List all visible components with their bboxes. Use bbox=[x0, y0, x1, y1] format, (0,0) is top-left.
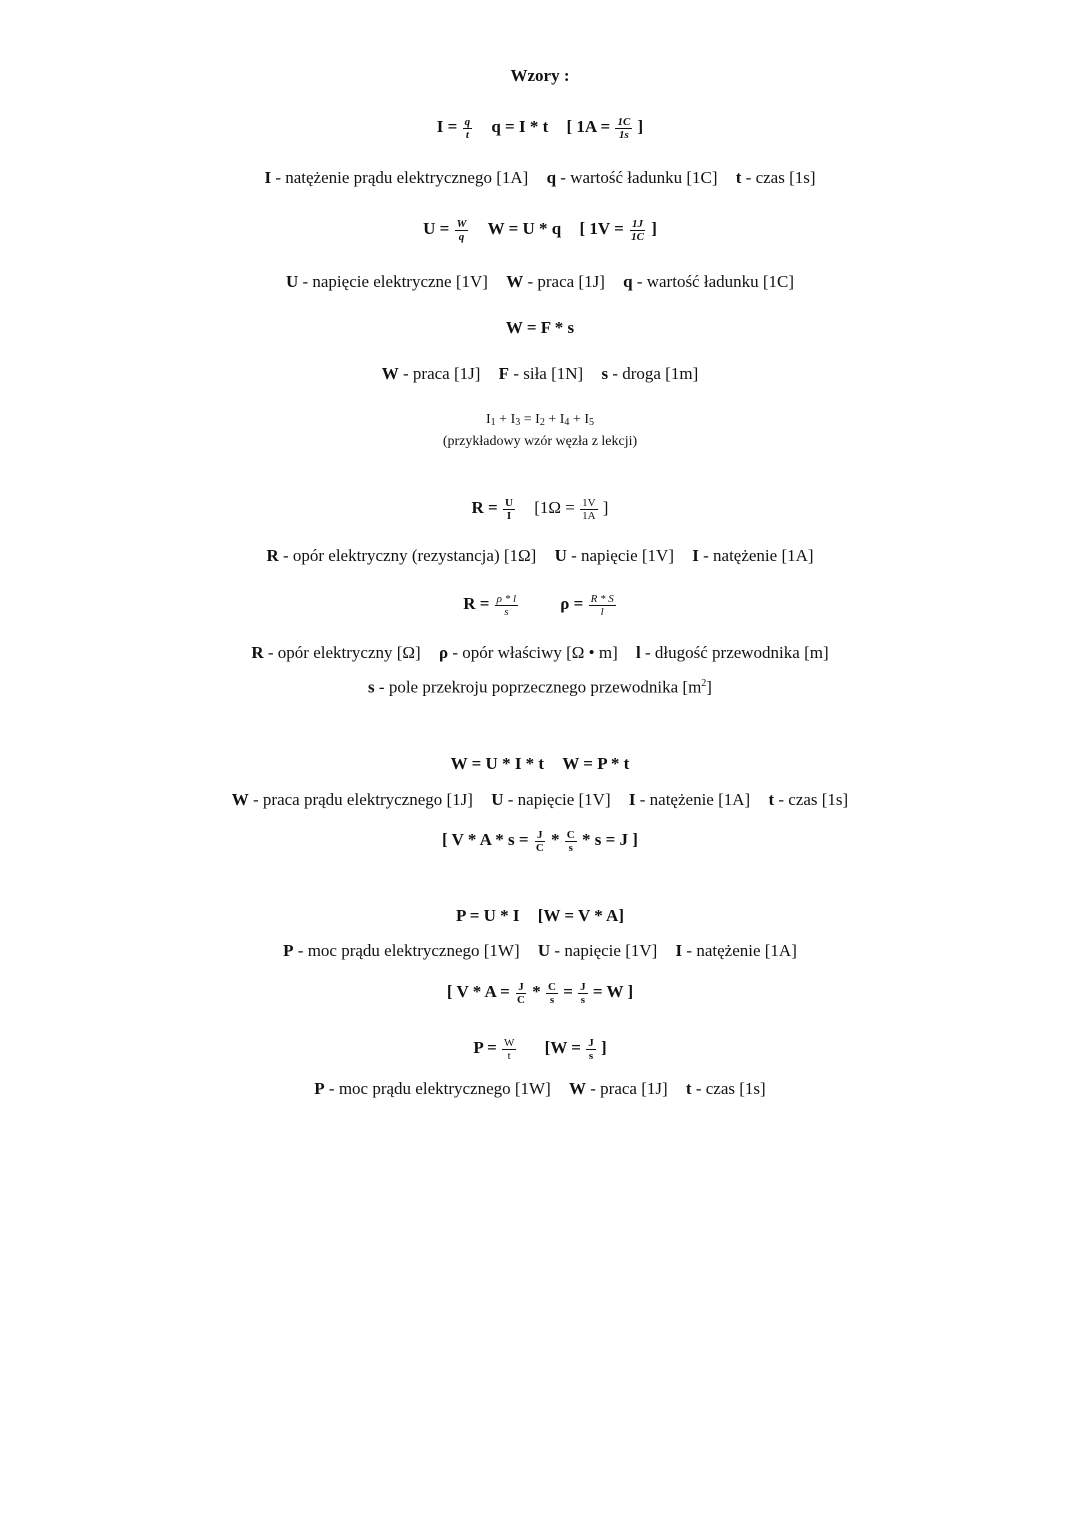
lhs: U = bbox=[423, 219, 450, 238]
node-term: I bbox=[584, 412, 589, 427]
desc-item bbox=[547, 166, 718, 190]
desc-item bbox=[283, 939, 519, 963]
unit-ampere bbox=[567, 115, 644, 141]
node-op: + bbox=[572, 412, 581, 427]
symbol: U bbox=[491, 790, 504, 809]
fraction bbox=[580, 497, 597, 522]
desc-text: - napięcie [1V] bbox=[571, 546, 674, 565]
node-sub: 4 bbox=[564, 417, 570, 428]
symbol: W bbox=[381, 364, 399, 383]
desc-item bbox=[491, 788, 610, 812]
node-term: I bbox=[535, 412, 540, 427]
desc-text-end: ] bbox=[706, 677, 712, 697]
formula-w: W = U * q bbox=[487, 219, 562, 238]
desc-text: - moc prądu elektrycznego [1W] bbox=[328, 1079, 551, 1098]
unit-close: = W ] bbox=[592, 982, 634, 1001]
operator: * bbox=[551, 830, 560, 849]
page-title bbox=[0, 64, 1080, 88]
formula-p-ui: P = U * I bbox=[456, 906, 520, 925]
formula-electric-work bbox=[0, 752, 1080, 776]
desc-item bbox=[266, 544, 536, 568]
desc-item bbox=[676, 939, 797, 963]
description-power-work bbox=[0, 1077, 1080, 1101]
formula-u bbox=[423, 217, 469, 243]
formula-resistivity bbox=[0, 592, 1080, 618]
numerator: W bbox=[504, 1036, 515, 1049]
numerator: W bbox=[456, 217, 467, 230]
desc-text: - praca prądu elektrycznego [1J] bbox=[253, 790, 473, 809]
desc-item bbox=[636, 641, 829, 665]
desc-item bbox=[768, 788, 848, 812]
node-sub: 5 bbox=[588, 417, 594, 428]
desc-text: - wartość ładunku [1C] bbox=[636, 272, 795, 291]
description-current bbox=[0, 166, 1080, 190]
operator: * bbox=[532, 982, 541, 1001]
denominator: 1s bbox=[618, 128, 629, 141]
denominator: s bbox=[568, 841, 573, 854]
desc-item bbox=[251, 641, 420, 665]
lhs: I = bbox=[436, 117, 458, 136]
unit-open: [ V * A * s = bbox=[442, 830, 529, 849]
fraction bbox=[629, 218, 646, 243]
desc-text: - praca [1J] bbox=[527, 272, 605, 291]
formula-current bbox=[0, 115, 1080, 141]
desc-text: - praca [1J] bbox=[403, 364, 481, 383]
fraction bbox=[503, 497, 515, 522]
symbol: I bbox=[692, 546, 699, 565]
desc-text: - natężenie [1A] bbox=[703, 546, 814, 565]
node-sub: 2 bbox=[539, 417, 545, 428]
fraction bbox=[615, 116, 632, 141]
desc-item bbox=[692, 544, 813, 568]
title-text: Wzory : bbox=[510, 66, 570, 85]
symbol: t bbox=[685, 1079, 692, 1098]
denominator: s bbox=[588, 1049, 594, 1062]
desc-item bbox=[439, 641, 618, 665]
desc-text: - moc prądu elektrycznego [1W] bbox=[297, 941, 520, 960]
numerator: 1J bbox=[632, 217, 644, 230]
symbol: R bbox=[251, 643, 264, 662]
desc-item bbox=[499, 362, 584, 386]
superscript: 2 bbox=[701, 678, 707, 689]
unit-watt: [W = V * A] bbox=[537, 906, 624, 925]
node-op: + bbox=[499, 412, 508, 427]
formula-power bbox=[0, 904, 1080, 928]
unit-joule-derivation bbox=[0, 828, 1080, 854]
symbol: W bbox=[231, 790, 249, 809]
symbol: U bbox=[554, 546, 567, 565]
symbol: U bbox=[285, 272, 299, 291]
unit-open: [ 1V = bbox=[579, 219, 624, 238]
unit-open: [1Ω = bbox=[534, 498, 575, 517]
denominator: l bbox=[600, 605, 604, 618]
lhs: ρ = bbox=[560, 594, 584, 613]
unit-open: [ 1A = bbox=[566, 117, 611, 136]
formula-power-work bbox=[0, 1036, 1080, 1062]
unit-open: [W = bbox=[544, 1038, 581, 1057]
symbol: W bbox=[506, 272, 524, 291]
formula-w-pt: W = P * t bbox=[562, 754, 630, 773]
symbol: t bbox=[768, 790, 775, 809]
symbol: t bbox=[735, 168, 742, 187]
symbol: P bbox=[283, 941, 294, 960]
denominator: C bbox=[535, 841, 544, 854]
desc-item bbox=[555, 544, 674, 568]
unit-ohm bbox=[534, 496, 608, 522]
node-op: + bbox=[548, 412, 557, 427]
denominator: t bbox=[507, 1049, 511, 1062]
numerator: J bbox=[518, 980, 524, 993]
symbol: q bbox=[546, 168, 557, 187]
desc-text: - opór elektryczny (rezystancja) [1Ω] bbox=[282, 546, 537, 565]
numerator: 1C bbox=[617, 115, 631, 128]
fraction bbox=[502, 1037, 516, 1062]
denominator: t bbox=[465, 128, 469, 141]
unit-close: ] bbox=[651, 219, 657, 238]
description-work bbox=[0, 362, 1080, 386]
fraction bbox=[534, 829, 546, 854]
formula-resistance bbox=[0, 496, 1080, 522]
desc-text: - napięcie [1V] bbox=[507, 790, 611, 809]
denominator: s bbox=[580, 993, 586, 1006]
description-voltage bbox=[0, 270, 1080, 294]
denominator: C bbox=[517, 993, 525, 1006]
formula-p-wt bbox=[473, 1036, 517, 1062]
desc-item bbox=[506, 270, 605, 294]
desc-item bbox=[368, 672, 712, 700]
operator: = bbox=[563, 982, 573, 1001]
desc-item bbox=[232, 788, 473, 812]
numerator: J bbox=[580, 980, 586, 993]
lhs: R = bbox=[471, 498, 498, 517]
desc-text: - opór elektryczny [Ω] bbox=[267, 643, 421, 662]
fraction bbox=[578, 981, 588, 1006]
fraction bbox=[589, 593, 616, 618]
formula-i bbox=[437, 115, 473, 141]
desc-text: - siła [1N] bbox=[513, 364, 584, 383]
node-caption bbox=[0, 430, 1080, 454]
symbol: q bbox=[623, 272, 633, 291]
unit-watt-derivation bbox=[0, 980, 1080, 1006]
node-term: I bbox=[486, 412, 491, 427]
lhs: R = bbox=[463, 594, 490, 613]
fraction bbox=[455, 218, 469, 243]
desc-text: - czas [1s] bbox=[695, 1079, 766, 1098]
desc-text: - napięcie [1V] bbox=[554, 941, 658, 960]
denominator: 1C bbox=[631, 230, 644, 243]
symbol: W bbox=[569, 1079, 587, 1098]
desc-text: - wartość ładunku [1C] bbox=[560, 168, 718, 187]
description-resistivity-2 bbox=[0, 672, 1080, 700]
desc-text: - długość przewodnika [m] bbox=[644, 643, 829, 662]
description-resistivity bbox=[0, 641, 1080, 665]
desc-item bbox=[286, 270, 488, 294]
symbol: l bbox=[636, 643, 641, 662]
desc-item bbox=[629, 788, 750, 812]
desc-item bbox=[264, 166, 528, 190]
desc-item bbox=[538, 939, 657, 963]
desc-item bbox=[623, 270, 794, 294]
symbol: s bbox=[601, 364, 609, 383]
unit-close: ] bbox=[637, 117, 644, 136]
denominator: 1A bbox=[582, 509, 596, 522]
formula-w-uit: W = U * I * t bbox=[450, 754, 545, 773]
numerator: C bbox=[548, 980, 556, 993]
unit-volt bbox=[580, 217, 657, 243]
desc-item bbox=[601, 362, 698, 386]
symbol: I bbox=[675, 941, 683, 960]
unit-close: ] bbox=[602, 498, 609, 517]
description-resistance bbox=[0, 544, 1080, 568]
symbol: U bbox=[537, 941, 551, 960]
symbol: I bbox=[628, 790, 636, 809]
numerator: 1V bbox=[582, 496, 596, 509]
denominator: s bbox=[549, 993, 555, 1006]
formula-r bbox=[472, 496, 516, 522]
formula-r-rho bbox=[463, 592, 519, 618]
desc-item bbox=[382, 362, 481, 386]
denominator: I bbox=[506, 509, 512, 522]
symbol: F bbox=[498, 364, 510, 383]
unit-open: [ V * A = bbox=[446, 982, 510, 1001]
desc-text: - natężenie [1A] bbox=[639, 790, 751, 809]
unit-close: ] bbox=[600, 1038, 607, 1057]
fraction bbox=[565, 829, 577, 854]
desc-text: - natężenie [1A] bbox=[686, 941, 797, 960]
fraction bbox=[546, 981, 558, 1006]
desc-text: - napięcie elektryczne [1V] bbox=[302, 272, 488, 291]
symbol: s bbox=[368, 677, 375, 697]
desc-text: - droga [1m] bbox=[612, 364, 699, 383]
node-term: I bbox=[559, 412, 565, 427]
node-sub: 1 bbox=[490, 417, 496, 428]
fraction bbox=[463, 116, 473, 141]
desc-item bbox=[736, 166, 816, 190]
fraction bbox=[515, 981, 527, 1006]
formula-rho bbox=[560, 592, 617, 618]
numerator: ρ * l bbox=[496, 592, 517, 605]
description-power bbox=[0, 939, 1080, 963]
desc-item bbox=[686, 1077, 766, 1101]
numerator: U bbox=[505, 496, 513, 509]
symbol: P bbox=[314, 1079, 325, 1098]
fraction bbox=[495, 593, 518, 618]
node-sub: 3 bbox=[515, 417, 521, 428]
desc-text: - opór właściwy [Ω • m] bbox=[452, 643, 618, 662]
numerator: R * S bbox=[590, 592, 614, 605]
fraction bbox=[586, 1037, 596, 1062]
numerator: J bbox=[537, 828, 543, 841]
description-electric-work bbox=[0, 788, 1080, 812]
numerator: q bbox=[464, 115, 471, 128]
desc-text: - praca [1J] bbox=[590, 1079, 668, 1098]
numerator: C bbox=[566, 828, 575, 841]
denominator: q bbox=[458, 230, 465, 243]
formula-voltage bbox=[0, 217, 1080, 243]
symbol: ρ bbox=[438, 643, 449, 662]
desc-text: - pole przekroju poprzecznego przewodnika [m bbox=[378, 677, 702, 697]
desc-item bbox=[569, 1077, 668, 1101]
desc-text: - czas [1s] bbox=[745, 168, 816, 187]
unit-close: * s = J ] bbox=[581, 830, 638, 849]
formula-q: q = I * t bbox=[491, 117, 549, 136]
denominator: s bbox=[504, 605, 509, 618]
caption-text: (przykładowy wzór węzła z lekcji) bbox=[442, 434, 638, 449]
node-op: = bbox=[523, 412, 532, 427]
node-term: I bbox=[510, 412, 516, 427]
desc-text: - czas [1s] bbox=[778, 790, 849, 809]
formula-work bbox=[0, 316, 1080, 340]
desc-item bbox=[314, 1077, 550, 1101]
numerator: J bbox=[588, 1036, 594, 1049]
symbol: I bbox=[264, 168, 272, 187]
symbol: R bbox=[266, 546, 279, 565]
lhs: P = bbox=[473, 1038, 497, 1057]
formula-w-fs: W = F * s bbox=[505, 318, 575, 337]
desc-text: - natężenie prądu elektrycznego [1A] bbox=[275, 168, 529, 187]
unit-watt-joule bbox=[545, 1036, 607, 1062]
